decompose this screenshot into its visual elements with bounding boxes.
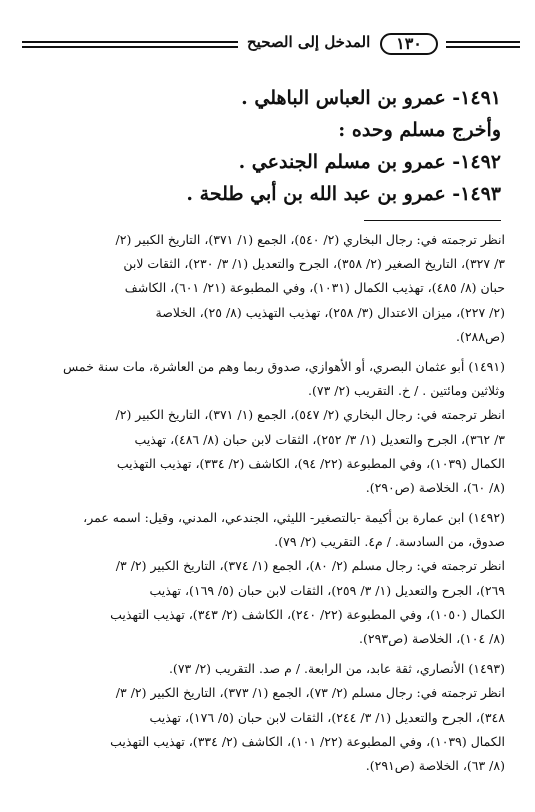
footnote-line: الكمال (١٠٣٩)، وفي المطبوعة (٢٢/ ١٠١)، الكاشف (٢/ ٣٣٤)، تهذيب التهذيب [110, 733, 505, 749]
footnote-line: ٣/ ٣٢٧)، التاريخ الصغير (٢/ ٣٥٨)، الجرح والتعديل (١/ ٣/ ٢٣٠)، الثقات لابن [123, 256, 505, 272]
footnote-line: (١٤٩٢) ابن عمارة بن أكيمة -بالتصغير- الليثي، الجندعي، المدني، وقيل: اسمه عمر، [83, 510, 505, 526]
footnote-line: وثلاثين ومائتين . / خ. التقريب (٢/ ٧٣). [308, 383, 505, 399]
page-number: ١٣٠ [380, 33, 438, 55]
footnote-line: (٨/ ٦٣)، الخلاصة (ص٢٩١). [365, 757, 505, 773]
footnote [23, 228, 505, 349]
header-rule-right [446, 41, 520, 48]
main-line: وأخرج مسلم وحده : [338, 119, 501, 141]
footnote-line: ٣/ ٣٦٢)، الجرح والتعديل (١/ ٣/ ٢٥٢)، الثقات لابن حبان (٨/ ٤٨٦)، تهذيب [134, 431, 505, 447]
footnote [23, 355, 505, 500]
footnote [23, 657, 505, 778]
footnote-line: (٨/ ٦٠)، الخلاصة (ص٢٩٠). [365, 479, 505, 495]
footnote-line: (٨/ ١٠٤)، الخلاصة (ص٢٩٣). [359, 631, 505, 646]
header-rule-left [22, 41, 238, 48]
footnote-line: ٣٤٨)، الجرح والتعديل (١/ ٣/ ٢٤٤)، الثقات لابن حبان (٥/ ١٧٦)، تهذيب [149, 709, 505, 725]
footnote-line: حبان (٨/ ٤٨٥)، تهذيب الكمال (١٠٣١)، وفي المطبوعة (٢١/ ٦٠١)، الكاشف [124, 280, 505, 296]
footnote-line: انظر ترجمته في: رجال البخاري (٢/ ٥٤٧)، الجمع (١/ ٣٧١)، التاريخ الكبير (٢/ [115, 407, 505, 423]
footnote-line: الكمال (١٠٥٠)، وفي المطبوعة (٢٢/ ٢٤٠)، الكاشف (٢/ ٣٤٣)، تهذيب التهذيب [110, 606, 505, 622]
footnote-line: انظر ترجمته في: رجال مسلم (٢/ ٨٠)، الجمع (١/ ٣٧٤)، التاريخ الكبير (٢/ ٣/ [115, 558, 505, 574]
main-line: ١٤٩١- عمرو بن العباس الباهلي . [241, 87, 501, 109]
book-title: المدخل إلى الصحيح [247, 33, 371, 51]
footnotes [23, 228, 505, 784]
footnote-line: (١٤٩١) أبو عثمان البصري، أو الأهوازي، صدوق ربما وهم من العاشرة، مات سنة خمس [62, 358, 505, 374]
footnote-line: انظر ترجمته في: رجال البخاري (٢/ ٥٤٠)، الجمع (١/ ٣٧١)، التاريخ الكبير (٢/ [115, 232, 505, 247]
main-line: ١٤٩٣- عمرو بن عبد الله بن أبي طلحة . [186, 183, 501, 205]
footnote-line: الكمال (١٠٣٩)، وفي المطبوعة (٢٢/ ٩٤)، الكاشف (٢/ ٣٣٤)، تهذيب التهذيب [116, 455, 505, 471]
footnote-line: ٢٦٩)، الجرح والتعديل (١/ ٣/ ٢٥٩)، الثقات لابن حبان (٥/ ١٦٩)، تهذيب [149, 582, 505, 598]
footnote-line: (٢/ ٢٢٧)، ميزان الاعتدال (٣/ ٢٥٨)، تهذيب التهذيب (٨/ ٢٥)، الخلاصة [155, 304, 505, 320]
main-text [61, 82, 501, 210]
footnote-line: (ص٢٨٨). [455, 328, 505, 344]
page-header [22, 32, 520, 58]
footnote-line: (١٤٩٣) الأنصاري، ثقة عابد، من الرابعة. / م صد. التقريب (٢/ ٧٣). [168, 661, 505, 677]
footnote-divider [364, 220, 501, 221]
footnote [23, 506, 505, 651]
main-line: ١٤٩٢- عمرو بن مسلم الجندعي . [238, 151, 501, 173]
footnote-line: صدوق، من السادسة. / م٤. التقريب (٢/ ٧٩). [274, 534, 505, 550]
footnote-line: انظر ترجمته في: رجال مسلم (٢/ ٧٣)، الجمع (١/ ٣٧٣)، التاريخ الكبير (٢/ ٣/ [115, 685, 505, 701]
